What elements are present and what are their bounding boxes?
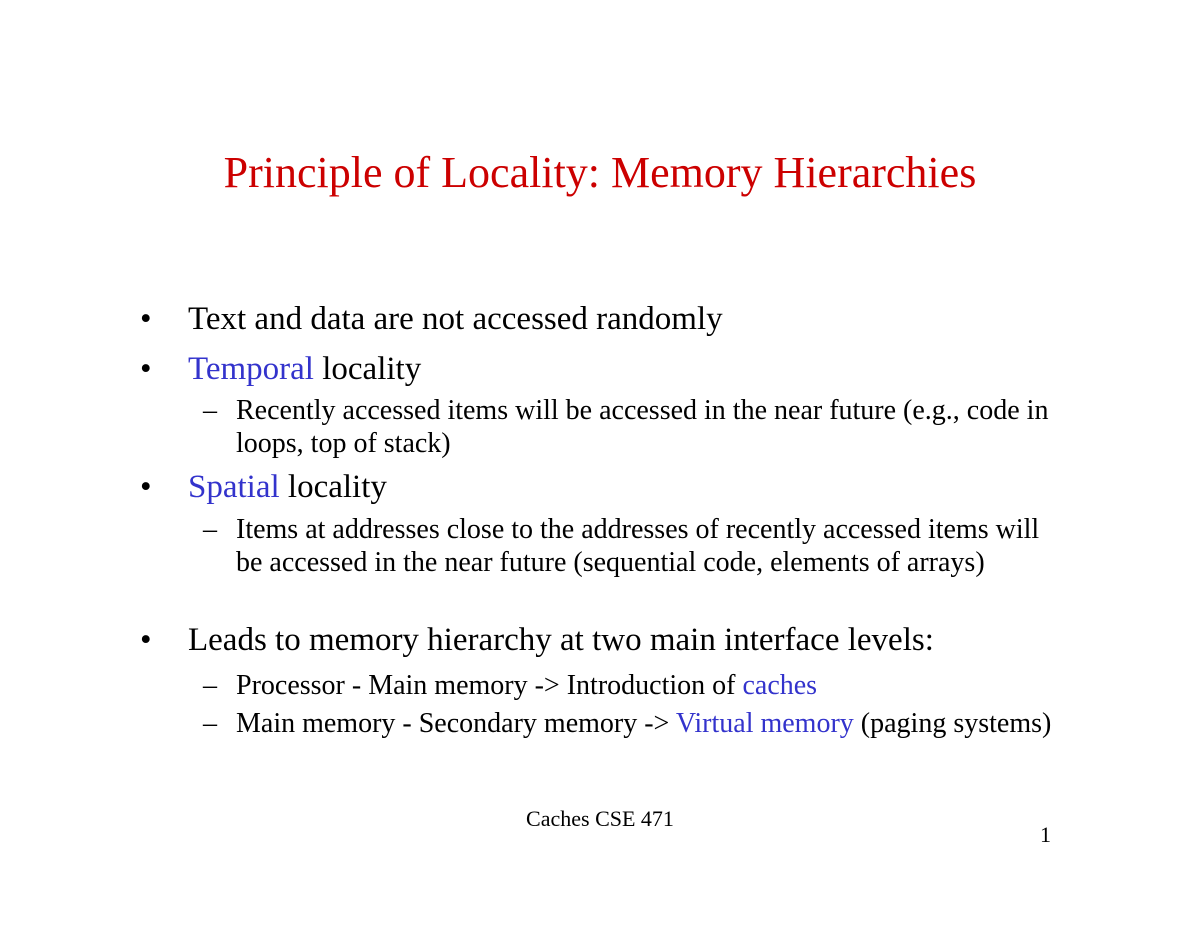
sub-bullet-dash: – <box>203 708 217 739</box>
page-number: 1 <box>1040 822 1051 847</box>
sub-bullet-text <box>236 669 1066 702</box>
bullet-memory-hierarchy <box>140 621 934 659</box>
sub-bullet-text <box>236 707 1066 740</box>
sub-bullet-dash: – <box>203 514 217 545</box>
sub-bullet-text: Recently accessed items will be accessed in the near future (e.g., code in loops, top of stack) <box>236 395 1049 459</box>
temporal-keyword: Temporal <box>188 351 314 387</box>
bullet-temporal-locality <box>140 350 421 388</box>
sub-bullet-prefix: Main memory - Secondary memory -> <box>236 708 676 739</box>
sub-bullet-caches <box>203 669 1066 702</box>
sub-bullet-temporal <box>203 394 1066 460</box>
bullet-dot: • <box>140 469 152 505</box>
sub-bullet-prefix: Processor - Main memory -> Introduction of <box>236 670 743 701</box>
spatial-keyword: Spatial <box>188 469 280 505</box>
bullet-text: Text and data are not accessed randomly <box>188 301 723 337</box>
sub-bullet-dash: – <box>203 670 217 701</box>
sub-bullet-suffix: (paging systems) <box>853 708 1052 739</box>
caches-keyword: caches <box>742 670 818 701</box>
bullet-spatial-locality <box>140 468 387 506</box>
sub-bullet-dash: – <box>203 395 217 426</box>
slide-footer: Caches CSE 471 <box>526 806 674 831</box>
bullet-dot: • <box>140 622 152 658</box>
bullet-text: Leads to memory hierarchy at two main interface levels: <box>188 622 934 658</box>
virtual-memory-keyword: Virtual memory <box>675 708 854 739</box>
bullet-text: locality <box>279 469 387 505</box>
bullet-text: locality <box>313 351 422 387</box>
sub-bullet-text: Items at addresses close to the addresses of recently accessed items will be accessed in the near future (sequential code, elements of arrays) <box>236 514 1040 578</box>
bullet-dot: • <box>140 351 152 387</box>
slide-title: Principle of Locality: Memory Hierarchies <box>223 148 977 197</box>
sub-bullet-spatial <box>203 513 1066 579</box>
sub-bullet-virtual-memory <box>203 707 1066 740</box>
bullet-access-pattern <box>140 300 723 338</box>
bullet-dot: • <box>140 301 152 337</box>
